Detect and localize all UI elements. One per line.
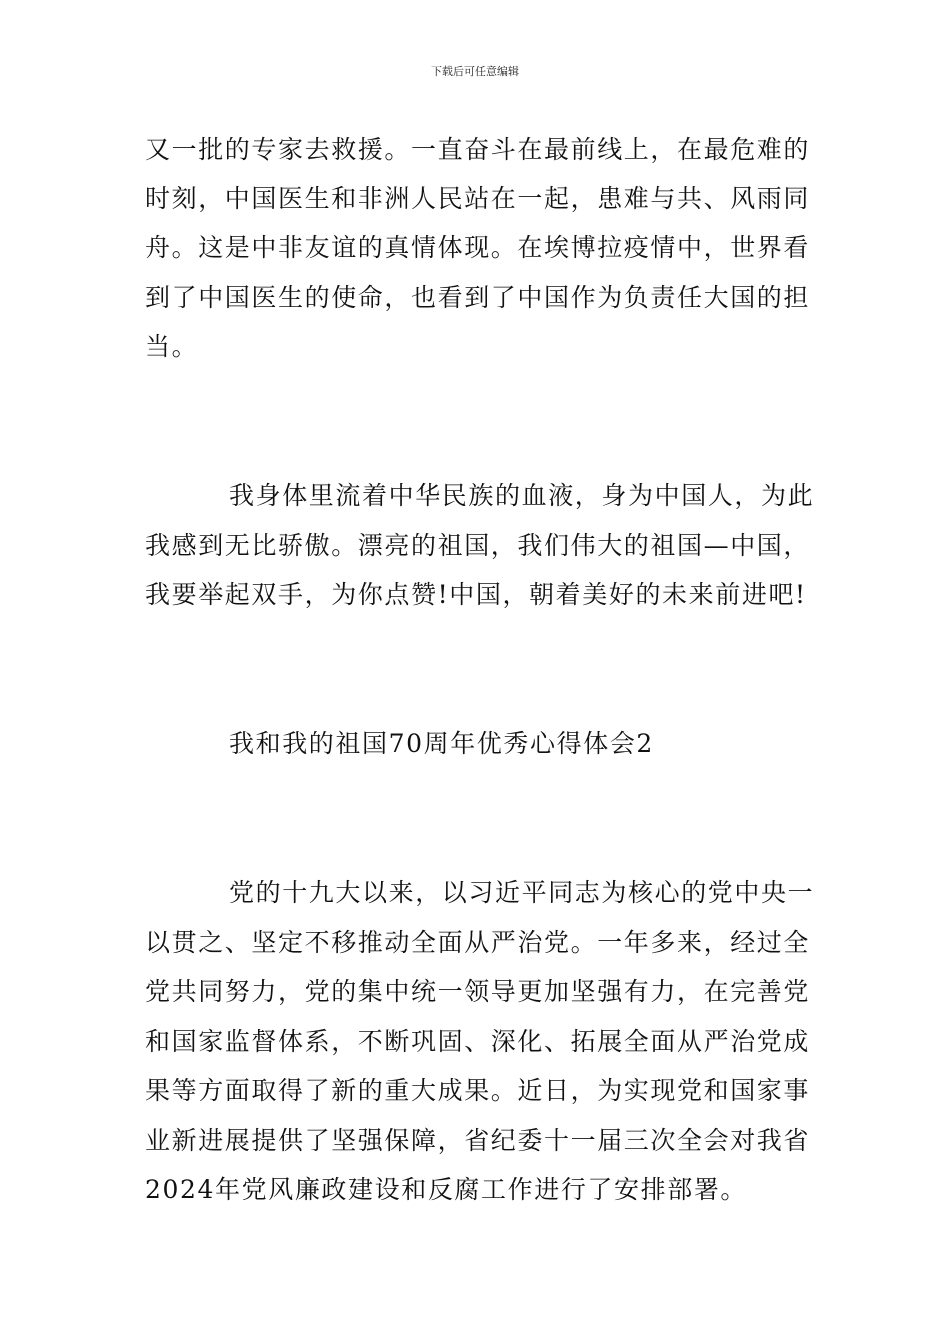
paragraph-line: 和国家监督体系，不断巩固、深化、拓展全面从严治党成 <box>145 1027 811 1056</box>
paragraph-line: 果等方面取得了新的重大成果。近日，为实现党和国家事 <box>145 1076 811 1105</box>
paragraph-line: 我要举起双手，为你点赞!中国，朝着美好的未来前进吧! <box>145 580 807 609</box>
paragraph-line: 以贯之、坚定不移推动全面从严治党。一年多来，经过全 <box>145 928 811 957</box>
paragraph-line: 党共同努力，党的集中统一领导更加坚强有力，在完善党 <box>145 977 811 1006</box>
paragraph-line: 又一批的专家去救援。一直奋斗在最前线上，在最危难的 <box>145 135 811 164</box>
page-header: 下载后可任意编辑 <box>431 65 519 78</box>
section-title: 我和我的祖国70周年优秀心得体会2 <box>229 729 654 758</box>
paragraph-line: 舟。这是中非友谊的真情体现。在埃博拉疫情中，世界看 <box>145 233 811 262</box>
paragraph-line: 业新进展提供了坚强保障，省纪委十一届三次全会对我省 <box>145 1126 811 1155</box>
paragraph-line: 到了中国医生的使命，也看到了中国作为负责任大国的担 <box>145 283 811 312</box>
paragraph-line: 党的十九大以来，以习近平同志为核心的党中央一 <box>229 878 815 907</box>
paragraph-line: 当。 <box>145 332 199 361</box>
paragraph-line: 2024年党风廉政建设和反腐工作进行了安排部署。 <box>145 1175 748 1204</box>
paragraph-line: 时刻，中国医生和非洲人民站在一起，患难与共、风雨同 <box>145 184 811 213</box>
paragraph-line: 我感到无比骄傲。漂亮的祖国，我们伟大的祖国—中国， <box>145 531 811 560</box>
paragraph-line: 我身体里流着中华民族的血液，身为中国人，为此 <box>229 481 815 510</box>
